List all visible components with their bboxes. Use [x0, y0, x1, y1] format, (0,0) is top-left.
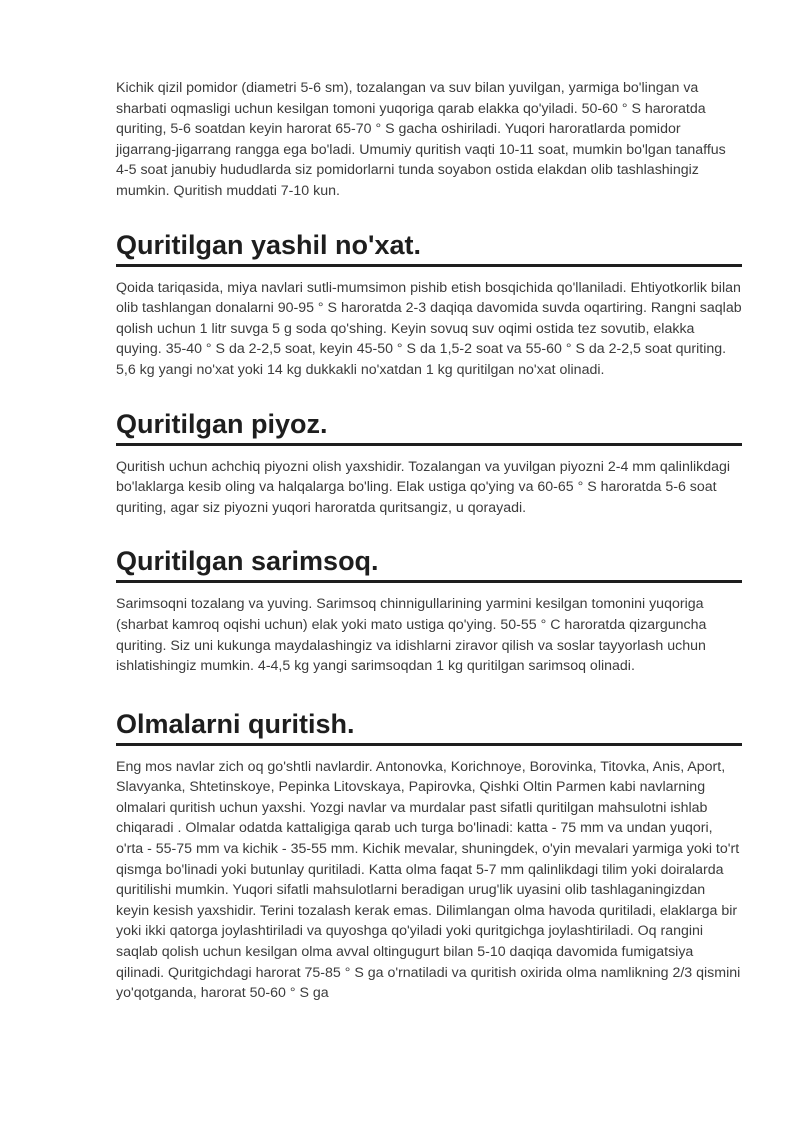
section-heading-onion: Quritilgan piyoz.: [116, 407, 742, 446]
section-paragraph-green-peas: Qoida tariqasida, miya navlari sutli-mumsimon pishib etish bosqichida qo'llaniladi. Ehtiyotkorlik bilan olib tashlangan donalarni 90-95 ° S haroratda 2-3 daqiqa davomida suvda oqartiring. Rangni saqlab qolish uchun 1 litr suvga 5 g soda qo'shing. Keyin sovuq suv oqimi ostida tez sovutib, elakka quying. 35-40 ° S da 2-2,5 soat, keyin 45-50 ° S da 1,5-2 soat va 55-60 ° S da 2-2,5 soat quriting. 5,6 kg yangi no'xat yoki 14 kg dukkakli no'xatdan 1 kg quritilgan no'xat olinadi.: [116, 279, 742, 378]
section-paragraph-apples: Eng mos navlar zich oq go'shtli navlardir. Antonovka, Korichnoye, Borovinka, Titovka, Anis, Aport, Slavyanka, Shtetinskoye, Pepinka Litovskaya, Papirovka, Qishki Oltin Parmen kabi navlarning olmalari quritish uchun yaxshi. Yozgi navlar va murdalar past sifatli quritilgan mahsulotni ishlab chiqaradi . Olmalar odatda kattaligiga qarab uch turga bo'linadi: katta - 75 mm va undan yuqori, o'rta - 55-75 mm va kichik - 35-55 mm. Kichik mevalar, shuningdek, o'yin mevalari yarmiga yoki to'rt qismga bo'linadi yoki butunlay quritiladi. Katta olma faqat 5-7 mm qalinlikdagi tilim yoki doiralarda quritilishi mumkin. Yuqori sifatli mahsulotlarni beradigan urug'lik uyasini olib tashlaganingizdan keyin kesish yaxshidir. Terini tozalash kerak emas. Dilimlangan olma havoda quritiladi, elaklarga bir yoki ikki qatorga joylashtiriladi va quyoshga qo'yiladi yoki quritgichga joylashtiriladi. Oq rangini saqlab qolish uchun kesilgan olma avval oltingugurt bilan 5-10 daqiqa davomida fumigatsiya qilinadi. Quritgichdagi harorat 75-85 ° S ga o'rnatiladi va quritish oxirida olma namlikning 2/3 qismini yo'qotganda, harorat 50-60 ° S ga: [116, 758, 741, 1002]
section-heading-green-peas: Quritilgan yashil no'xat.: [116, 228, 742, 267]
section-heading-apples: Olmalarni quritish.: [116, 707, 742, 746]
document-page: [116, 78, 742, 1004]
section-paragraph-onion: Quritish uchun achchiq piyozni olish yaxshidir. Tozalangan va yuvilgan piyozni 2-4 mm qalinlikdagi bo'laklarga kesib oling va halqalarga bo'ling. Elak ustiga qo'ying va 60-65 ° S haroratda 5-6 soat quriting, agar siz piyozni yuqori haroratda quritsangiz, u qorayadi.: [116, 458, 731, 516]
intro-paragraph: Kichik qizil pomidor (diametri 5-6 sm), tozalangan va suv bilan yuvilgan, yarmiga bo'lingan va sharbati oqmasligi uchun kesilgan tomoni yuqoriga qarab elakka qo'yiladi. 50-60 ° S haroratda quriting, 5-6 soatdan keyin harorat 65-70 ° S gacha oshiriladi. Yuqori haroratlarda pomidor jigarrang-jigarrang rangga ega bo'ladi. Umumiy quritish vaqti 10-11 soat, mumkin bo'lgan tanaffus 4-5 soat janubiy hududlarda siz pomidorlarni tunda soyabon ostida elakdan olib tashlashingiz mumkin. Quritish muddati 7-10 kun.: [116, 80, 726, 199]
section-heading-garlic: Quritilgan sarimsoq.: [116, 544, 742, 583]
section-paragraph-garlic: Sarimsoqni tozalang va yuving. Sarimsoq chinnigullarining yarmini kesilgan tomonini yuqoriga (sharbat kamroq oqishi uchun) elak yoki mato ustiga qo'ying. 50-55 ° C haroratda qizarguncha quriting. Siz uni kukunga maydalashingiz va idishlarni ziravor qilish va soslar tayyorlash uchun ishlatishingiz mumkin. 4-4,5 kg yangi sarimsoqdan 1 kg quritilgan sarimsoq olinadi.: [116, 596, 707, 675]
